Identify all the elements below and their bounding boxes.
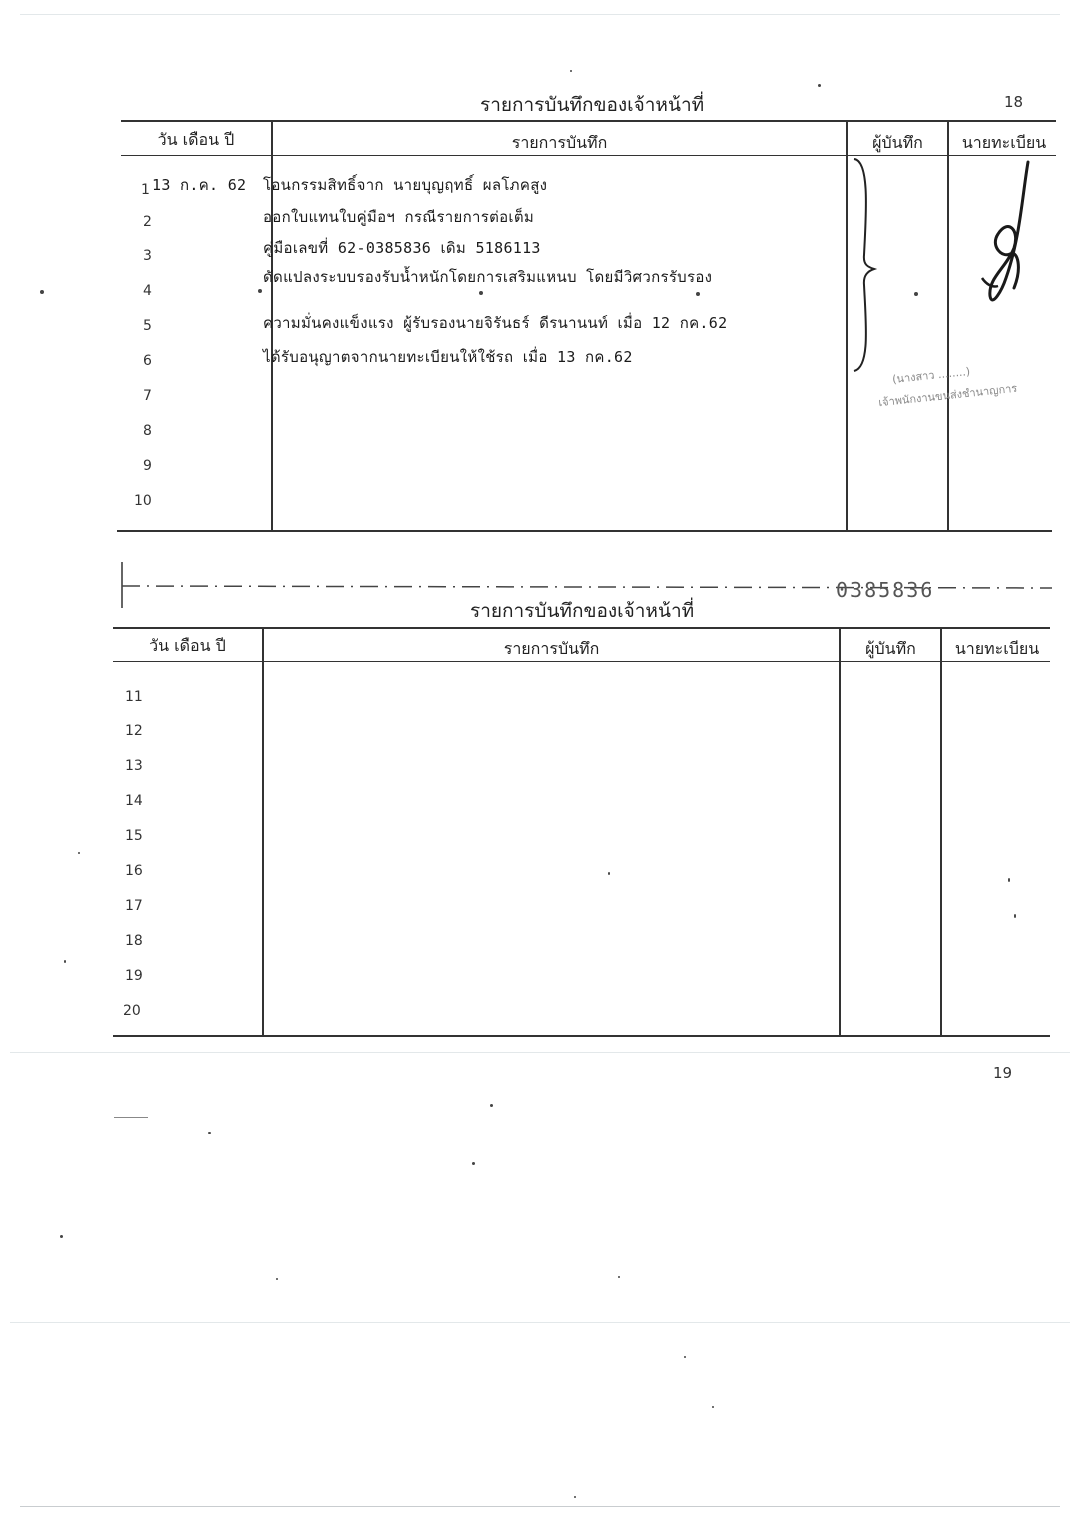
row-number: 11 bbox=[125, 689, 143, 705]
scan-speck bbox=[276, 1278, 278, 1280]
scan-speck bbox=[78, 852, 80, 854]
row-number: 5 bbox=[143, 318, 152, 334]
row-number: 15 bbox=[125, 828, 143, 844]
row-number: 17 bbox=[125, 898, 143, 914]
scan-speck bbox=[60, 1235, 63, 1238]
header-entry: รายการบันทึก bbox=[503, 639, 600, 658]
serial-number: 0385836 bbox=[836, 578, 935, 602]
header-date: วัน เดือน ปี bbox=[149, 636, 226, 655]
scan-speck bbox=[574, 1496, 576, 1498]
scan-speck bbox=[490, 1104, 493, 1107]
entry-line: ออกใบแทนใบคู่มือฯ กรณีรายการต่อเต็ม bbox=[263, 208, 535, 226]
entry-line: คู่มือเลขที่ 62-0385836 เดิม 5186113 bbox=[263, 239, 541, 257]
column-divider bbox=[947, 121, 949, 531]
scan-speck bbox=[258, 289, 262, 293]
entry-line: ดัดแปลงระบบรองรับน้ำหนักโดยการเสริมแหนบ โดยมีวิศวกรรับรอง bbox=[263, 268, 713, 286]
header-recorder: ผู้บันทึก bbox=[872, 133, 923, 152]
scan-speck bbox=[608, 872, 610, 875]
scan-speck bbox=[208, 1132, 211, 1134]
table-border bbox=[113, 627, 1050, 629]
row-number: 20 bbox=[123, 1003, 141, 1019]
curly-brace-icon bbox=[848, 155, 878, 375]
header-entry: รายการบันทึก bbox=[511, 133, 608, 152]
table-border bbox=[113, 1035, 1050, 1037]
scan-speck bbox=[570, 70, 572, 72]
row-number: 8 bbox=[143, 423, 152, 439]
scan-speck bbox=[1014, 914, 1016, 918]
scan-edge-line bbox=[10, 1322, 1070, 1323]
scan-speck bbox=[1008, 878, 1010, 882]
registrar-signature-icon bbox=[962, 158, 1042, 318]
page-title: รายการบันทึกของเจ้าหน้าที่ bbox=[480, 94, 705, 116]
row-number: 18 bbox=[125, 933, 143, 949]
page-number: 18 bbox=[1004, 93, 1024, 111]
scan-edge-line bbox=[20, 14, 1060, 15]
row-number: 14 bbox=[125, 793, 143, 809]
header-date: วัน เดือน ปี bbox=[157, 130, 235, 149]
scan-speck bbox=[40, 290, 44, 294]
column-divider bbox=[839, 628, 841, 1036]
scan-speck bbox=[479, 291, 483, 295]
header-registrar: นายทะเบียน bbox=[961, 133, 1047, 152]
row-number: 2 bbox=[143, 214, 152, 230]
scan-speck bbox=[914, 292, 918, 296]
entry-line: โอนกรรมสิทธิ์จาก นายบุญฤทธิ์ ผลโภคสูง bbox=[263, 176, 548, 194]
scan-edge-line bbox=[20, 1506, 1060, 1507]
row-number: 7 bbox=[143, 388, 152, 404]
row-number: 16 bbox=[125, 863, 143, 879]
scan-speck bbox=[696, 292, 700, 296]
table-border bbox=[121, 120, 1056, 122]
row-number: 6 bbox=[143, 353, 152, 369]
row-number: 1 bbox=[141, 182, 150, 198]
entry-line: ได้รับอนุญาตจากนายทะเบียนให้ใช้รถ เมื่อ 13 กค.62 bbox=[263, 348, 633, 366]
row-number: 19 bbox=[125, 968, 143, 984]
table-border bbox=[117, 530, 1052, 532]
scan-speck bbox=[64, 960, 66, 963]
row-number: 4 bbox=[143, 283, 152, 299]
scan-speck bbox=[684, 1356, 686, 1358]
header-recorder: ผู้บันทึก bbox=[865, 639, 916, 658]
row-number: 3 bbox=[143, 248, 152, 264]
scan-edge-line bbox=[10, 1052, 1070, 1053]
row-number: 13 bbox=[125, 758, 143, 774]
column-divider bbox=[940, 628, 942, 1036]
page-number: 19 bbox=[993, 1064, 1013, 1082]
row-number: 12 bbox=[125, 723, 143, 739]
officer-stamp-name: (นางสาว ........) bbox=[891, 364, 971, 387]
entry-date: 13 ก.ค. 62 bbox=[152, 176, 247, 194]
header-registrar: นายทะเบียน bbox=[954, 639, 1040, 658]
row-number: 9 bbox=[143, 458, 152, 474]
scan-speck bbox=[818, 84, 821, 87]
scan-speck bbox=[114, 1117, 148, 1118]
entry-line: ความมั่นคงแข็งแรง ผู้รับรองนายจิรันธร์ ดีรนานนท์ เมื่อ 12 กค.62 bbox=[263, 314, 728, 332]
officer-stamp-title: เจ้าพนักงานขนส่งชำนาญการ bbox=[877, 381, 1018, 410]
row-number: 10 bbox=[134, 493, 152, 509]
scan-speck bbox=[712, 1406, 714, 1408]
page-title: รายการบันทึกของเจ้าหน้าที่ bbox=[470, 600, 695, 622]
scan-speck bbox=[472, 1162, 475, 1165]
scan-speck bbox=[618, 1276, 620, 1278]
column-divider bbox=[262, 628, 264, 1036]
